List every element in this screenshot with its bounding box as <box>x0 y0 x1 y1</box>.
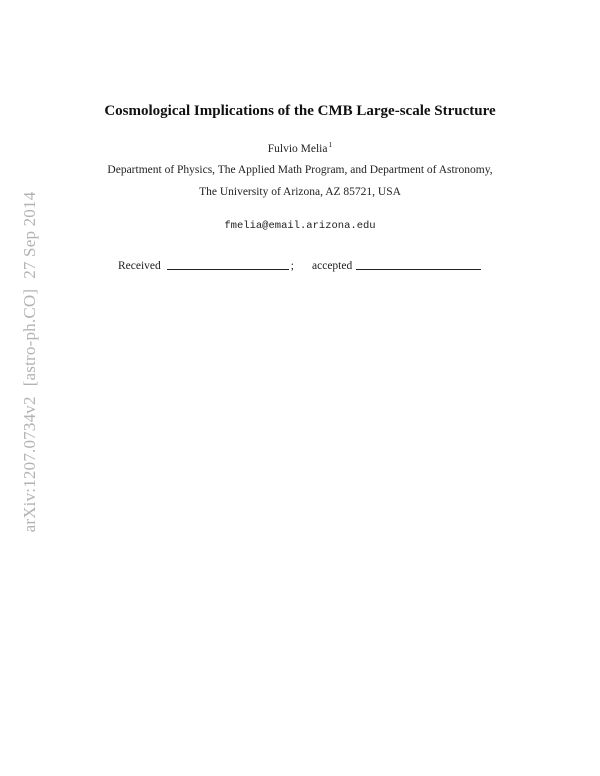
received-date-blank <box>167 259 289 270</box>
arxiv-id: arXiv:1207.0734v2 <box>20 396 39 533</box>
author-line <box>0 140 600 155</box>
author-email: fmelia@email.arizona.edu <box>224 220 376 232</box>
accepted-label: accepted <box>312 260 353 272</box>
received-label: Received <box>118 260 161 272</box>
date-separator: ; <box>290 260 294 272</box>
arxiv-stamp <box>20 192 40 533</box>
affiliation-line-2: The University of Arizona, AZ 85721, USA <box>199 186 401 198</box>
author-footnote-mark: 1 <box>328 140 333 149</box>
accepted-date-blank <box>356 259 481 270</box>
received-accepted-row <box>118 256 481 272</box>
author-name: Fulvio Melia <box>267 143 328 155</box>
affiliation-line-1: Department of Physics, The Applied Math Program, and Department of Astronomy, <box>107 164 493 176</box>
arxiv-date: 27 Sep 2014 <box>20 191 39 279</box>
arxiv-category: [astro-ph.CO] <box>20 288 39 387</box>
paper-title: Cosmological Implications of the CMB Large-scale Structure <box>104 103 496 119</box>
